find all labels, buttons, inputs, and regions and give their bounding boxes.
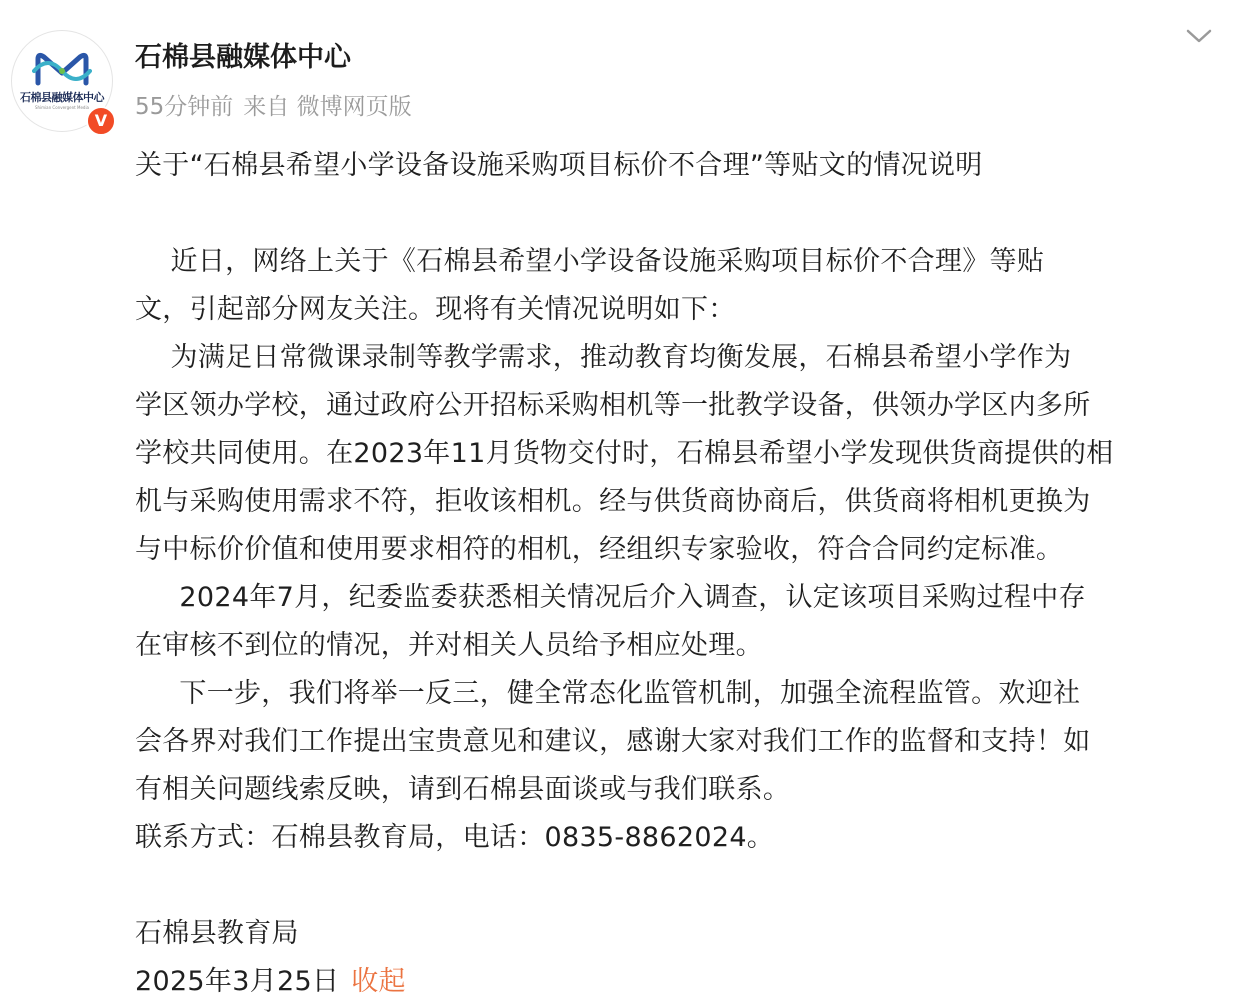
post-line: 近日，网络上关于《石棉县希望小学设备设施采购项目标价不合理》等贴 [135,246,1045,277]
chevron-down-icon[interactable] [1184,24,1214,48]
post-title: 关于“石棉县希望小学设备设施采购项目标价不合理”等贴文的情况说明 [135,150,983,181]
post-signature: 石棉县教育局 [135,918,299,949]
post-line: 有相关问题线索反映，请到石棉县面谈或与我们联系。 [135,774,791,805]
post-line: 与中标价价值和使用要求相符的相机，经组织专家验收，符合合同约定标准。 [135,534,1064,565]
blank-line [135,862,1225,910]
post-meta [135,90,422,124]
post-line: 学校共同使用。在2023年11月货物交付时，石棉县希望小学发现供货商提供的相 [135,438,1114,469]
post-line: 学区领办学校，通过政府公开招标采购相机等一批教学设备，供领办学区内多所 [135,390,1091,421]
post-content [135,142,1225,1006]
post-date-row [135,958,1225,1006]
verified-badge-icon: V [86,106,116,136]
post-line: 在审核不到位的情况，并对相关人员给予相应处理。 [135,630,763,661]
blank-line [135,190,1225,238]
post-date: 2025年3月25日 [135,966,340,997]
post-line: 下一步，我们将举一反三，健全常态化监管机制，加强全流程监管。欢迎社 [135,678,1081,709]
post-source: 来自 微博网页版 [243,94,412,120]
post-line: 会各界对我们工作提出宝贵意见和建议，感谢大家对我们工作的监督和支持！如 [135,726,1091,757]
post-line: 文，引起部分网友关注。现将有关情况说明如下： [135,294,736,325]
avatar-label: 石棉县融媒体中心 [20,91,104,104]
post-line: 2024年7月，纪委监委获悉相关情况后介入调查，认定该项目采购过程中存 [135,582,1086,613]
post-line: 为满足日常微课录制等教学需求，推动教育均衡发展，石棉县希望小学作为 [135,342,1072,373]
collapse-link[interactable]: 收起 [351,966,406,997]
avatar-sublabel: Shimian Convergent Media [34,105,90,110]
media-logo-icon [32,49,92,89]
post-time: 55分钟前 [135,94,234,120]
post-contact-line: 联系方式：石棉县教育局，电话：0835-8862024。 [135,822,775,853]
account-name[interactable]: 石棉县融媒体中心 [135,42,351,73]
post-line: 机与采购使用需求不符，拒收该相机。经与供货商协商后，供货商将相机更换为 [135,486,1091,517]
